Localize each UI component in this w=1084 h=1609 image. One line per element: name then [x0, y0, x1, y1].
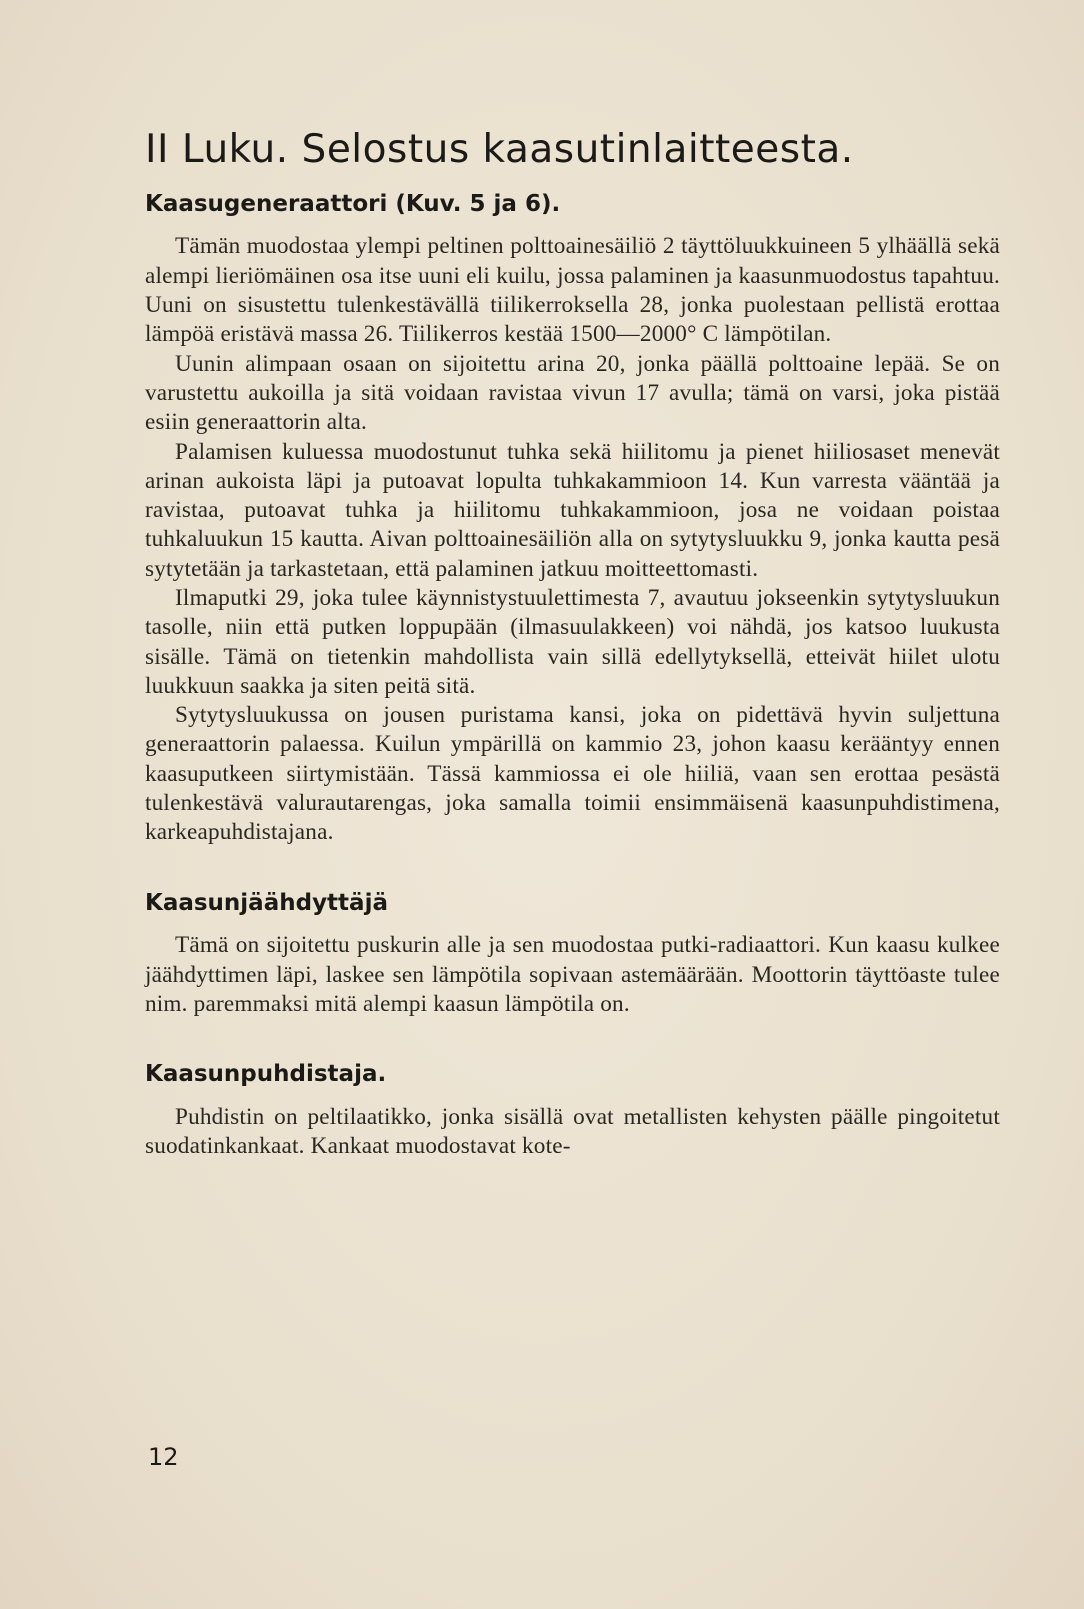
section-kaasugeneraattori	[145, 191, 1000, 848]
section-heading: Kaasunpuhdistaja.	[145, 1061, 387, 1088]
chapter-title: II Luku. Selostus kaasutinlaitteesta.	[145, 127, 854, 172]
paragraph: Palamisen kuluessa muodostunut tuhka sekä hiilitomu ja pienet hiiliosaset menevät arinan aukoista läpi ja putoavat lopulta tuhkakammioon 14. Kun varresta vääntää ja ravistaa, putoavat tuhka ja hiilitomu tuhkakammioon, josa ne voidaan poistaa tuhkaluukun 15 kautta. Aivan polttoainesäiliön alla on sytytysluukku 9, jonka kautta pesä sytytetään ja tarkastetaan, että palaminen jatkuu moitteettomasti.	[145, 438, 1000, 582]
section-heading: Kaasunjäähdyttäjä	[145, 889, 388, 916]
paragraph: Ilmaputki 29, joka tulee käynnistystuulettimesta 7, avautuu jokseenkin sytytysluukun tasolle, niin että putken loppupään (ilmasuulakkeen) voi nähdä, jos katsoo luukusta sisälle. Tämä on tietenkin mahdollista vain sillä edellytyksellä, etteivät hiilet ulotu luukkuun saakka ja siten peitä sitä.	[145, 585, 1000, 699]
paragraph: Tämän muodostaa ylempi peltinen polttoainesäiliö 2 täyttöluukkuineen 5 ylhäällä sekä alempi lieriömäinen osa itse uuni eli kuilu, jossa palaminen ja kaasunmuodostus tapahtuu. Uuni on sisustettu tulenkestävällä tiilikerroksella 28, jonka puolestaan pellistä erottaa lämpöä eristävä massa 26. Tiilikerros kestää 1500—2000° C lämpötilan.	[145, 233, 1000, 348]
paragraph: Uunin alimpaan osaan on sijoitettu arina 20, jonka päällä polttoaine lepää. Se on varustettu aukoilla ja sitä voidaan ravistaa vivun 17 avulla; tämä on varsi, joka pistää esiin generaattorin alta.	[145, 350, 1000, 436]
section-heading: Kaasugeneraattori (Kuv. 5 ja 6).	[145, 190, 561, 217]
page-content	[145, 128, 1000, 1161]
page-number: 12	[148, 1443, 179, 1471]
section-kaasunpuhdistaja	[145, 1061, 1000, 1161]
paragraph: Tämä on sijoitettu puskurin alle ja sen muodostaa putki-radiaattori. Kun kaasu kulkee jäähdyttimen läpi, laskee sen lämpötila sopivaan astemäärään. Moottorin täyttöaste tulee nim. paremmaksi mitä alempi kaasun lämpötila on.	[145, 932, 1000, 1017]
paragraph: Puhdistin on peltilaatikko, jonka sisällä ovat metallisten kehysten päälle pingoitetut suodatinkankaat. Kankaat muodostavat kote-	[145, 1103, 1000, 1160]
paragraph: Sytytysluukussa on jousen puristama kansi, joka on pidettävä hyvin suljettuna generaattorin palaessa. Kuilun ympärillä on kammio 23, johon kaasu kerääntyy ennen kaasuputkeen siirtymistään. Tässä kammiossa ei ole hiiliä, vaan sen erottaa pesästä tulenkestävä valurautarengas, joka samalla toimii ensimmäisenä kaasunpuhdistimena, karkeapuhdistajana.	[145, 702, 1000, 846]
section-kaasunjaahdyttaja	[145, 890, 1000, 1019]
